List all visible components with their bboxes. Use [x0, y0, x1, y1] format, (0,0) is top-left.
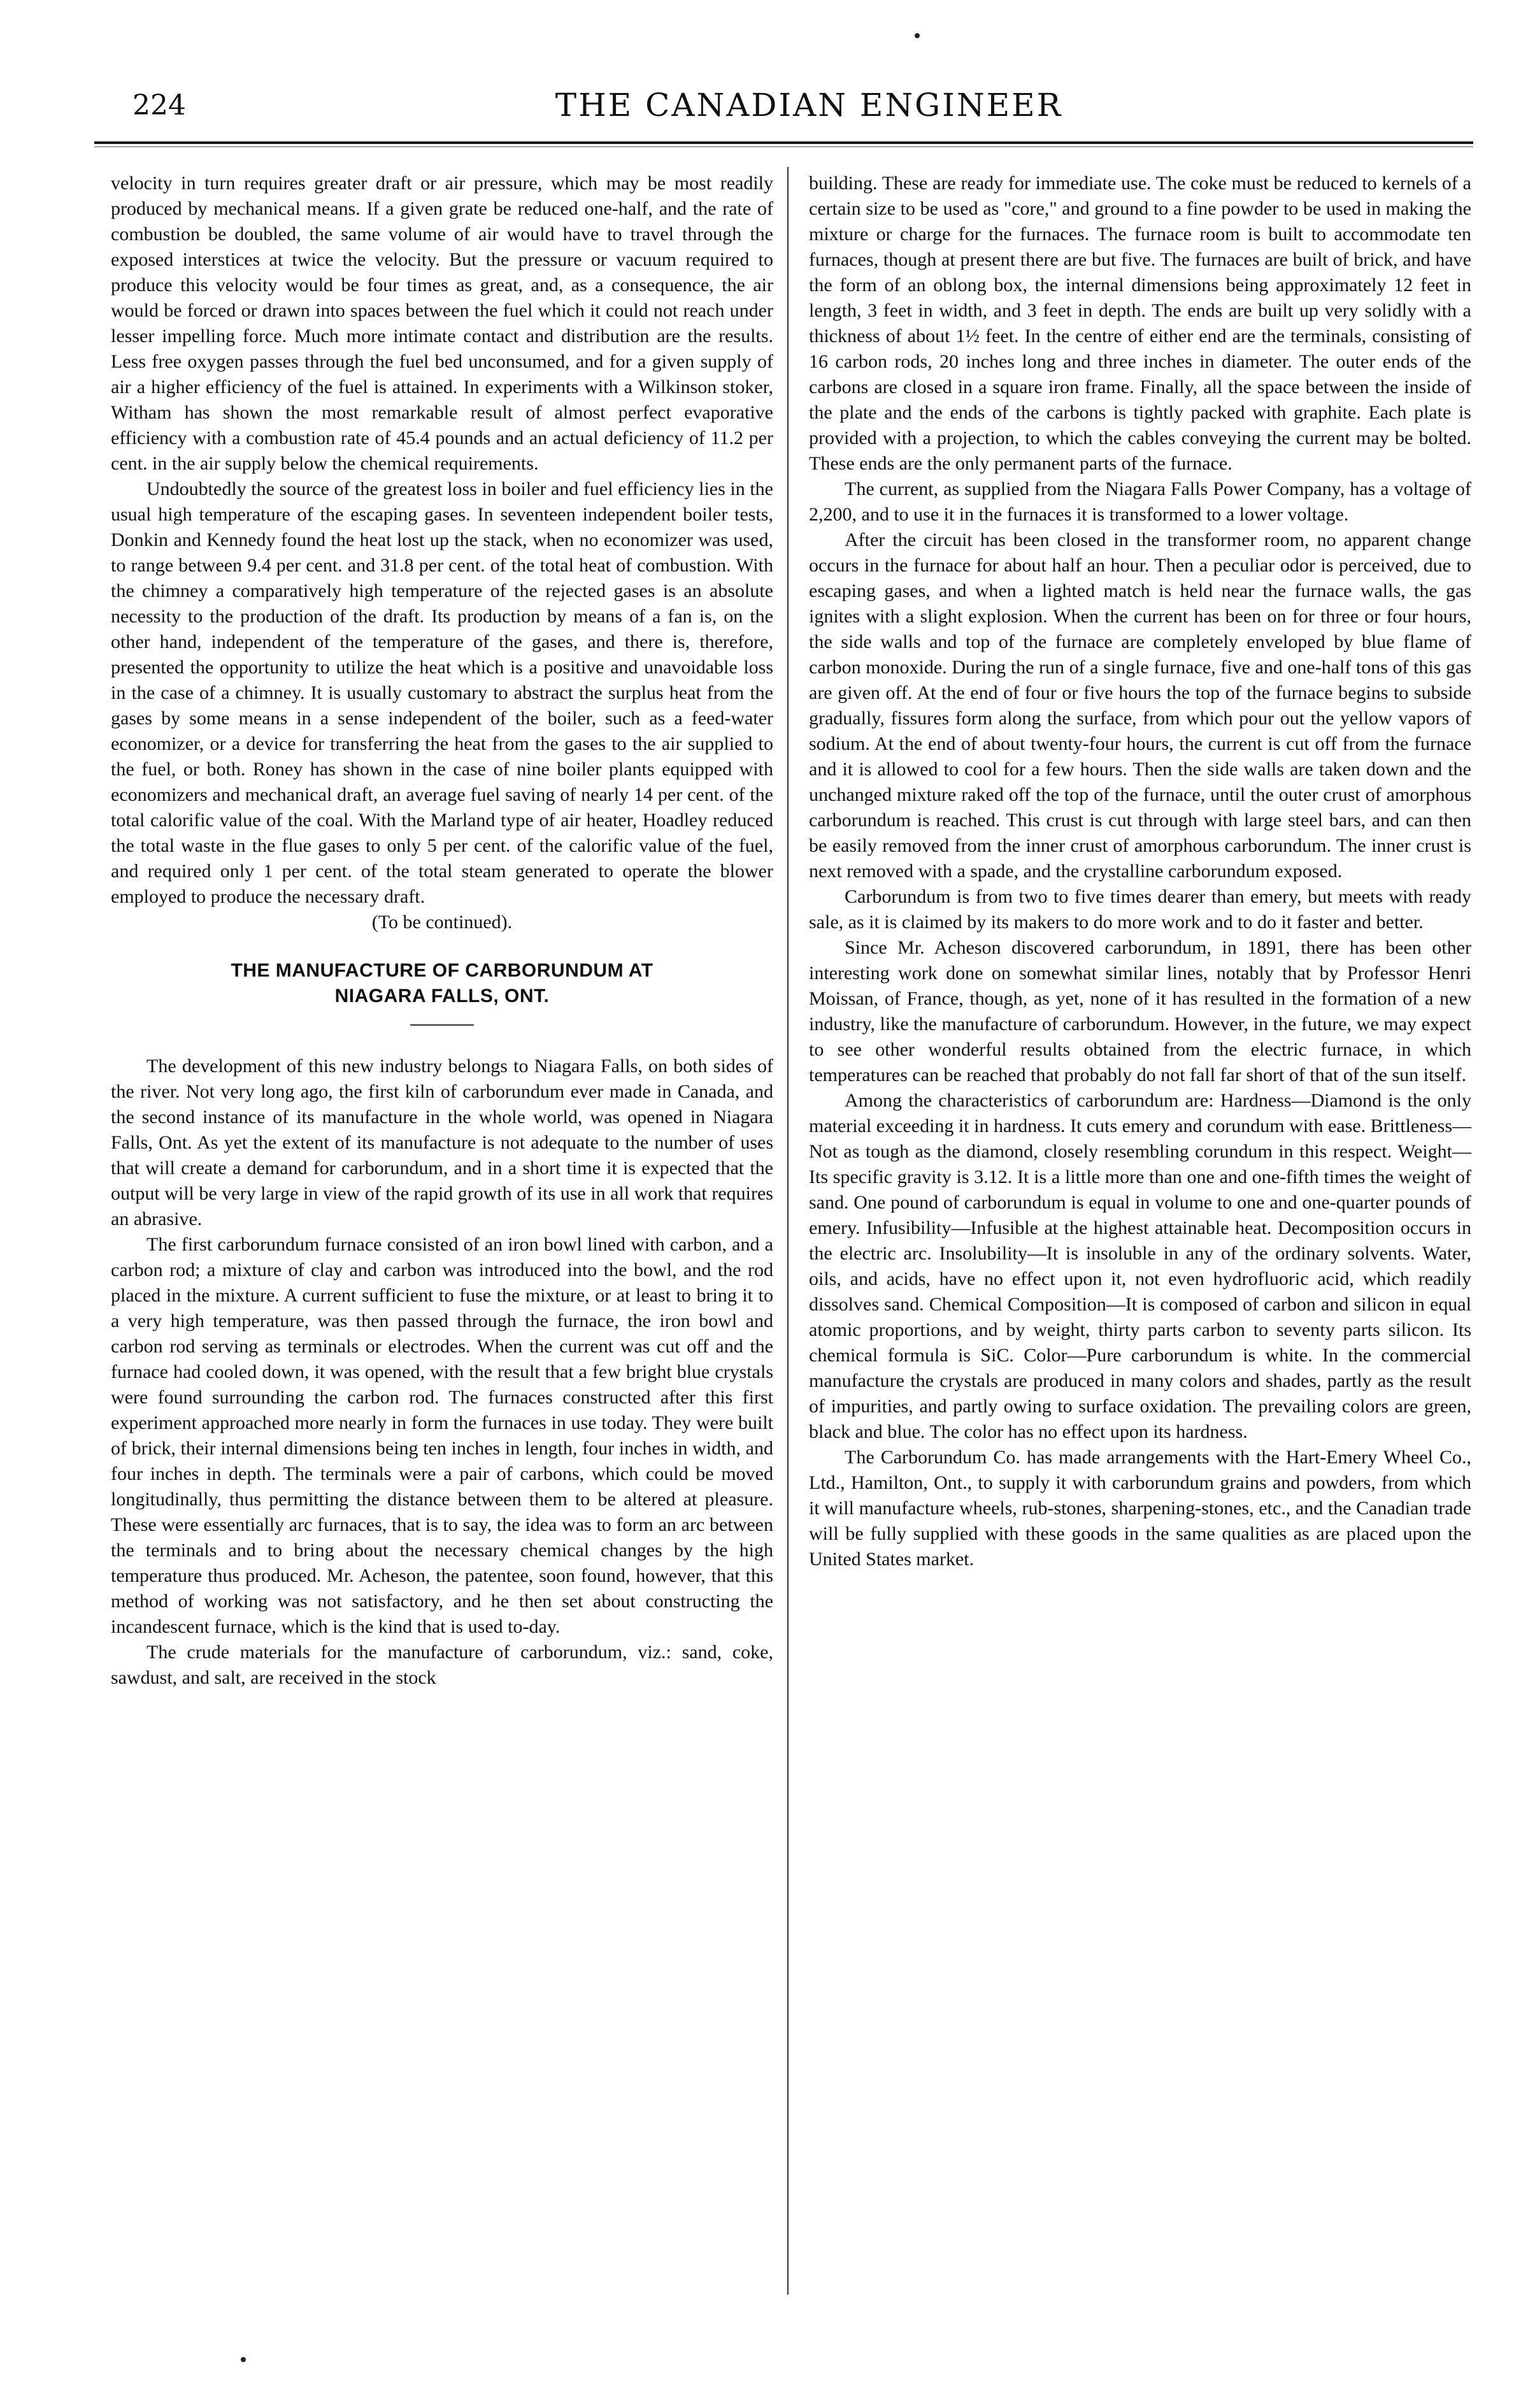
title-divider	[410, 1024, 474, 1026]
paragraph: The Carborundum Co. has made arrangements with the Hart-Emery Wheel Co., Ltd., Hamilton, Ont., to supply it with carborundum grains and powders, from which it will manufacture wheels, rub-stones, sharpening-stones, etc., and the Canadian trade will be fully supplied with these goods in the same qualities as are placed upon the United States market.	[809, 1447, 1471, 1570]
page-number: 224	[132, 89, 186, 122]
paragraph: The current, as supplied from the Niagara Falls Power Company, has a voltage of 2,200, and to use it in the furnaces it is transformed to a lower voltage.	[809, 478, 1471, 525]
paragraph: The development of this new industry belongs to Niagara Falls, on both sides of the river. Not very long ago, the first kiln of carborundum ever made in Canada, and the second instance of its manufacture in the whole world, was opened in Niagara Falls, Ont. As yet the extent of its manufacture is not adequate to the number of uses that will create a demand for carborundum, and in a short time it is expected that the output will be very large in view of the rapid growth of its use in all work that requires an abrasive.	[111, 1056, 773, 1229]
paragraph: The crude materials for the manufacture of carborundum, viz.: sand, coke, sawdust, and salt, are received in the stock	[111, 1642, 773, 1688]
paragraph: Carborundum is from two to five times dearer than emery, but meets with ready sale, as it is claimed by its makers to do more work and to do it faster and better.	[809, 886, 1471, 933]
print-mark	[915, 33, 920, 38]
paragraph: building. These are ready for immediate use. The coke must be reduced to kernels of a certain size to be used as "core," and ground to a fine powder to be used in making the mixture or charge for the furnaces. The furnace room is built to accommodate ten furnaces, though at present there are but five. The furnaces are built of brick, and have the form of an oblong box, the internal dimensions being approximately 12 feet in length, 3 feet in width, and 3 feet in depth. The ends are built up very solidly with a thickness of about 1½ feet. In the centre of either end are the terminals, consisting of 16 carbon rods, 20 inches long and three inches in diameter. The outer ends of the carbons are closed in a square iron frame. Finally, all the space between the inside of the plate and the ends of the carbons is tightly packed with graphite. Each plate is provided with a projection, to which the cables conveying the current may be bolted. These ends are the only permanent parts of the furnace.	[809, 173, 1471, 474]
article-title	[111, 958, 773, 1009]
paragraph: Since Mr. Acheson discovered carborundum, in 1891, there has been other interesting work done on somewhat similar lines, notably that by Professor Henri Moissan, of France, though, as yet, none of it has resulted in the formation of a new industry, like the manufacture of carborundum. However, in the future, we may expect to see other wonderful results obtained from the electric furnace, in which temperatures can be reached that probably do not fall far short of that of the sun itself.	[809, 937, 1471, 1086]
article-title-line: NIAGARA FALLS, ONT.	[334, 985, 550, 1007]
left-column	[111, 171, 773, 1691]
article-title-line: THE MANUFACTURE OF CARBORUNDUM AT	[231, 960, 653, 981]
paragraph: velocity in turn requires greater draft or air pressure, which may be most readily produced by mechanical means. If a given grate be reduced one-half, and the rate of combustion be doubled, the same volume of air would have to travel through the exposed interstices at twice the velocity. But the pressure or vacuum required to produce this velocity would be four times as great, and, as a consequence, the air would be forced or drawn into spaces between the fuel which it could not reach under lesser impelling force. Much more intimate contact and distribution are the results. Less free oxygen passes through the fuel bed unconsumed, and for a given supply of air a higher efficiency of the fuel is attained. In experiments with a Wilkinson stoker, Witham has shown the most remarkable result of almost perfect evaporative efficiency with a combustion rate of 45.4 pounds and an actual deficiency of 11.2 per cent. in the air supply below the chemical requirements.	[111, 173, 773, 474]
right-column	[809, 171, 1471, 1572]
column-divider	[787, 167, 789, 2295]
paragraph: Undoubtedly the source of the greatest loss in boiler and fuel efficiency lies in the usual high temperature of the escaping gases. In seventeen independent boiler tests, Donkin and Kennedy found the heat lost up the stack, when no economizer was used, to range between 9.4 per cent. and 31.8 per cent. of the total heat of combustion. With the chimney a comparatively high temperature of the rejected gases is an absolute necessity to the production of the draft. Its production by means of a fan is, on the other hand, independent of the temperature of the gases, and there is, therefore, presented the opportunity to utilize the heat which is a positive and unavoidable loss in the case of a chimney. It is usually customary to abstract the surplus heat from the gases by some means in a sense independent of the boiler, such as a feed-water economizer, or a device for transferring the heat from the gases to the air supplied to the fuel, or both. Roney has shown in the case of nine boiler plants equipped with economizers and mechanical draft, an average fuel saving of nearly 14 per cent. of the total calorific value of the coal. With the Marland type of air heater, Hoadley reduced the total waste in the flue gases to only 5 per cent. of the calorific value of the fuel, and required only 1 per cent. of the total steam generated to operate the blower employed to produce the necessary draft.	[111, 478, 773, 907]
paragraph: The first carborundum furnace consisted of an iron bowl lined with carbon, and a carbon rod; a mixture of clay and carbon was introduced into the bowl, and the rod placed in the mixture. A current sufficient to fuse the mixture, or at least to bring it to a very high temperature, was then passed through the furnace, the iron bowl and carbon rod serving as terminals or electrodes. When the current was cut off and the furnace had cooled down, it was opened, with the result that a few bright blue crystals were found surrounding the carbon rod. The furnaces constructed after this first experiment approached more nearly in form the furnaces in use today. They were built of brick, their internal dimensions being ten inches in length, four inches in width, and four inches in depth. The terminals were a pair of carbons, which could be moved longitudinally, thus permitting the distance between them to be altered at pleasure. These were essentially arc furnaces, that is to say, the idea was to form an arc between the terminals and to bring about the necessary chemical changes by the high temperature thus produced. Mr. Acheson, the patentee, soon found, however, that this method of working was not satisfactory, and he then set about constructing the incandescent furnace, which is the kind that is used to-day.	[111, 1234, 773, 1637]
print-mark	[241, 2357, 246, 2362]
journal-title: THE CANADIAN ENGINEER	[555, 87, 1063, 124]
paragraph: Among the characteristics of carborundum are: Hardness—Diamond is the only material exceeding it in hardness. It cuts emery and corundum with ease. Brittleness—Not as tough as the diamond, closely resembling corundum in this respect. Weight—Its specific gravity is 3.12. It is a little more than one and one-fifth times the weight of sand. One pound of carborundum is equal in volume to one and one-quarter pounds of emery. Infusibility—Infusible at the highest attainable heat. Decomposition occurs in the electric arc. Insolubility—It is insoluble in any of the ordinary solvents. Water, oils, and acids, have no effect upon it, not even hydrofluoric acid, which readily dissolves sand. Chemical Composition—It is composed of carbon and silicon in equal atomic proportions, and by weight, thirty parts carbon to seventy parts silicon. Its chemical formula is SiC. Color—Pure carborundum is white. In the commercial manufacture the crystals are produced in many colors and shades, partly as the result of impurities, and partly owing to surface oxidation. The prevailing colors are green, black and blue. The color has no effect upon its hardness.	[809, 1090, 1471, 1442]
continued-note: (To be continued).	[371, 912, 513, 933]
paragraph: After the circuit has been closed in the transformer room, no apparent change occurs in the furnace for about half an hour. Then a peculiar odor is perceived, due to escaping gases, and when a lighted match is held near the furnace walls, the gas ignites with a slight explosion. When the current has been on for three or four hours, the side walls and top of the furnace are completely enveloped by blue flame of carbon monoxide. During the run of a single furnace, five and one-half tons of this gas are given off. At the end of four or five hours the top of the furnace begins to subside gradually, fissures form along the surface, from which pour out the yellow vapors of sodium. At the end of about twenty-four hours, the current is cut off from the furnace and it is allowed to cool for a few hours. Then the side walls are taken down and the unchanged mixture raked off the top of the furnace, until the outer crust of amorphous carborundum is reached. This crust is cut through with large steel bars, and can then be easily removed from the inner crust of amorphous carborundum. The inner crust is next removed with a spade, and the crystalline carborundum exposed.	[809, 529, 1471, 882]
header-rule	[94, 141, 1473, 144]
